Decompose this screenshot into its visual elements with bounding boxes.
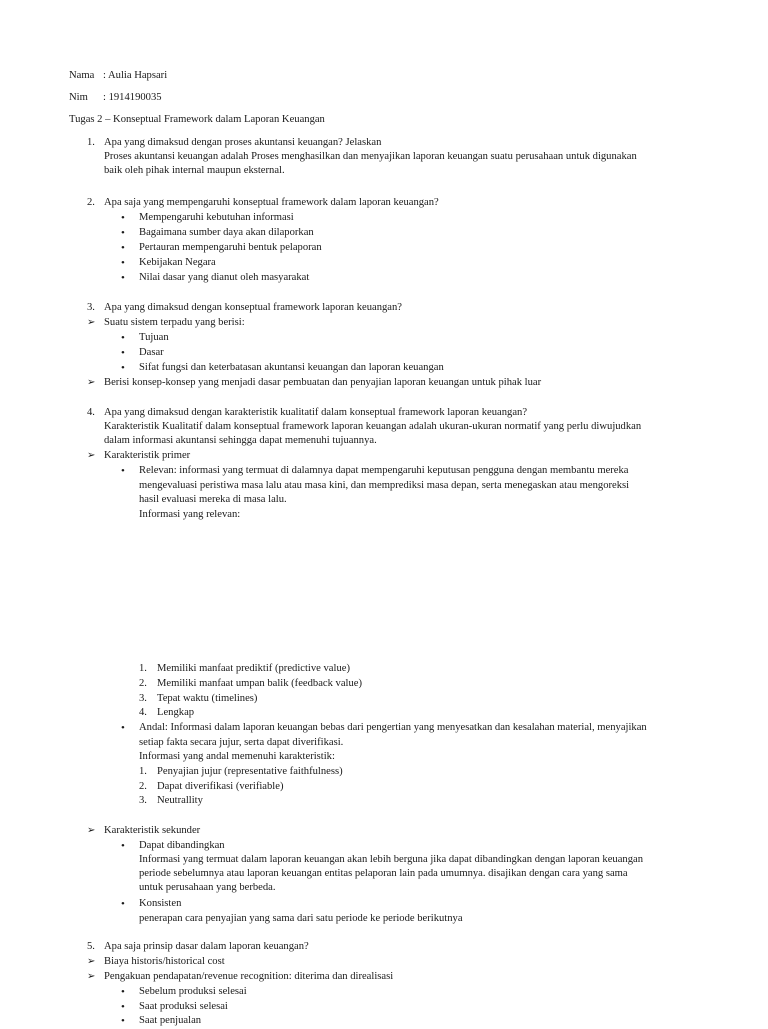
bullet-icon: • [121, 272, 125, 284]
q4-answer: dalam informasi akuntansi sehingga dapat memenuhi tujuannya. [104, 435, 377, 446]
arrow-bullet-icon: ➢ [87, 956, 96, 967]
list-item: Dasar [139, 347, 164, 358]
arrow-bullet-icon: ➢ [87, 317, 96, 328]
banding-title: Dapat dibandingkan [139, 840, 225, 851]
q1-number: 1. [87, 137, 95, 148]
primer-label: Karakteristik primer [104, 450, 191, 461]
nama-value: : Aulia Hapsari [103, 70, 168, 81]
list-item: Memiliki manfaat umpan balik (feedback value) [157, 678, 363, 689]
q2-question: Apa saja yang mempengaruhi konseptual framework dalam laporan keuangan? [104, 197, 439, 208]
bullet-icon: • [121, 722, 125, 734]
q2-number: 2. [87, 197, 95, 208]
sekunder-label: Karakteristik sekunder [104, 825, 201, 836]
banding-text: untuk perusahaan yang berbeda. [139, 882, 276, 893]
arrow-bullet-icon: ➢ [87, 377, 96, 388]
andal-text: Andal: Informasi dalam laporan keuangan bebas dari pengertian yang menyesatkan dan kesalahan material, menyajikan [139, 722, 647, 733]
bullet-icon: • [121, 1001, 125, 1013]
list-item: Tujuan [139, 332, 169, 343]
list-number: 3. [139, 693, 147, 704]
bullet-icon: • [121, 1015, 125, 1027]
q4-number: 4. [87, 407, 95, 418]
list-item: Pertauran mempengaruhi bentuk pelaporan [139, 242, 322, 253]
list-item: Nilai dasar yang dianut oleh masyarakat [139, 272, 310, 283]
bullet-icon: • [121, 465, 125, 477]
bullet-icon: • [121, 242, 125, 254]
list-item: Bagaimana sumber daya akan dilaporkan [139, 227, 314, 238]
list-item: Neutrallity [157, 795, 203, 806]
relevan-heading: Informasi yang relevan: [139, 509, 241, 520]
bullet-icon: • [121, 212, 125, 224]
nim-value: : 1914190035 [103, 92, 162, 103]
relevan-text: Relevan: informasi yang termuat di dalamnya dapat mempengaruhi keputusan pengguna dengan membantu mereka [139, 465, 629, 476]
bullet-icon: • [121, 347, 125, 359]
q3-number: 3. [87, 302, 95, 313]
bullet-icon: • [121, 362, 125, 374]
list-number: 2. [139, 781, 147, 792]
q4-answer: Karakteristik Kualitatif dalam konseptual framework laporan keuangan adalah ukuran-ukuran normatif yang perlu diwujudkan [104, 421, 642, 432]
konsisten-title: Konsisten [139, 898, 182, 909]
list-item: Saat produksi selesai [139, 1001, 228, 1012]
arrow-bullet-icon: ➢ [87, 971, 96, 982]
list-item: Kebijakan Negara [139, 257, 216, 268]
list-item: Saat penjualan [139, 1015, 202, 1026]
q1-answer: Proses akuntansi keuangan adalah Proses menghasilkan dan menyajikan laporan keuangan suatu perusahaan untuk digunakan [104, 151, 637, 162]
document-title: Tugas 2 – Konseptual Framework dalam Laporan Keuangan [69, 114, 325, 125]
list-number: 2. [139, 678, 147, 689]
q5-question: Apa saja prinsip dasar dalam laporan keuangan? [104, 941, 309, 952]
bullet-icon: • [121, 332, 125, 344]
arrow-bullet-icon: ➢ [87, 450, 96, 461]
q1-answer: baik oleh pihak internal maupun eksternal. [104, 165, 285, 176]
q1-question: Apa yang dimaksud dengan proses akuntansi keuangan? Jelaskan [104, 137, 382, 148]
list-item: Biaya historis/historical cost [104, 956, 225, 967]
list-number: 3. [139, 795, 147, 806]
list-item: Berisi konsep-konsep yang menjadi dasar pembuatan dan penyajian laporan keuangan untuk pihak luar [104, 377, 542, 388]
list-item: Lengkap [157, 707, 195, 718]
bullet-icon: • [121, 986, 125, 998]
bullet-icon: • [121, 257, 125, 269]
nim-label: Nim [69, 92, 88, 103]
list-item: Sifat fungsi dan keterbatasan akuntansi keuangan dan laporan keuangan [139, 362, 444, 373]
list-item: Suatu sistem terpadu yang berisi: [104, 317, 245, 328]
banding-text: Informasi yang termuat dalam laporan keuangan akan lebih berguna jika dapat dibandingkan dengan laporan keuangan [139, 854, 643, 865]
relevan-text: hasil evaluasi mereka di masa lalu. [139, 494, 287, 505]
list-item: Sebelum produksi selesai [139, 986, 247, 997]
q4-question: Apa yang dimaksud dengan karakteristik kualitatif dalam konseptual framework laporan keuangan? [104, 407, 528, 418]
list-number: 1. [139, 766, 147, 777]
list-item: Pengakuan pendapatan/revenue recognition: diterima dan direalisasi [104, 971, 394, 982]
list-item: Memiliki manfaat prediktif (predictive value) [157, 663, 350, 674]
andal-heading: Informasi yang andal memenuhi karakteristik: [139, 751, 335, 762]
list-item: Mempengaruhi kebutuhan informasi [139, 212, 294, 223]
bullet-icon: • [121, 227, 125, 239]
nama-label: Nama [69, 70, 95, 81]
bullet-icon: • [121, 840, 125, 852]
q5-number: 5. [87, 941, 95, 952]
list-number: 1. [139, 663, 147, 674]
andal-text: setiap fakta secara jujur, serta dapat diverifikasi. [139, 737, 344, 748]
konsisten-text: penerapan cara penyajian yang sama dari satu periode ke periode berikutnya [139, 913, 463, 924]
relevan-text: mengevaluasi peristiwa masa lalu atau masa kini, dan memprediksi masa depan, serta menegaskan atau mengoreksi [139, 480, 630, 491]
list-number: 4. [139, 707, 147, 718]
arrow-bullet-icon: ➢ [87, 825, 96, 836]
q3-question: Apa yang dimaksud dengan konseptual framework laporan keuangan? [104, 302, 402, 313]
list-item: Tepat waktu (timelines) [157, 693, 258, 704]
list-item: Penyajian jujur (representative faithfulness) [157, 766, 343, 777]
banding-text: periode sebelumnya atau laporan keuangan entitas pelaporan lain pada umumnya. disajikan dengan cara yang sama [139, 868, 628, 879]
bullet-icon: • [121, 898, 125, 910]
list-item: Dapat diverifikasi (verifiable) [157, 781, 284, 792]
